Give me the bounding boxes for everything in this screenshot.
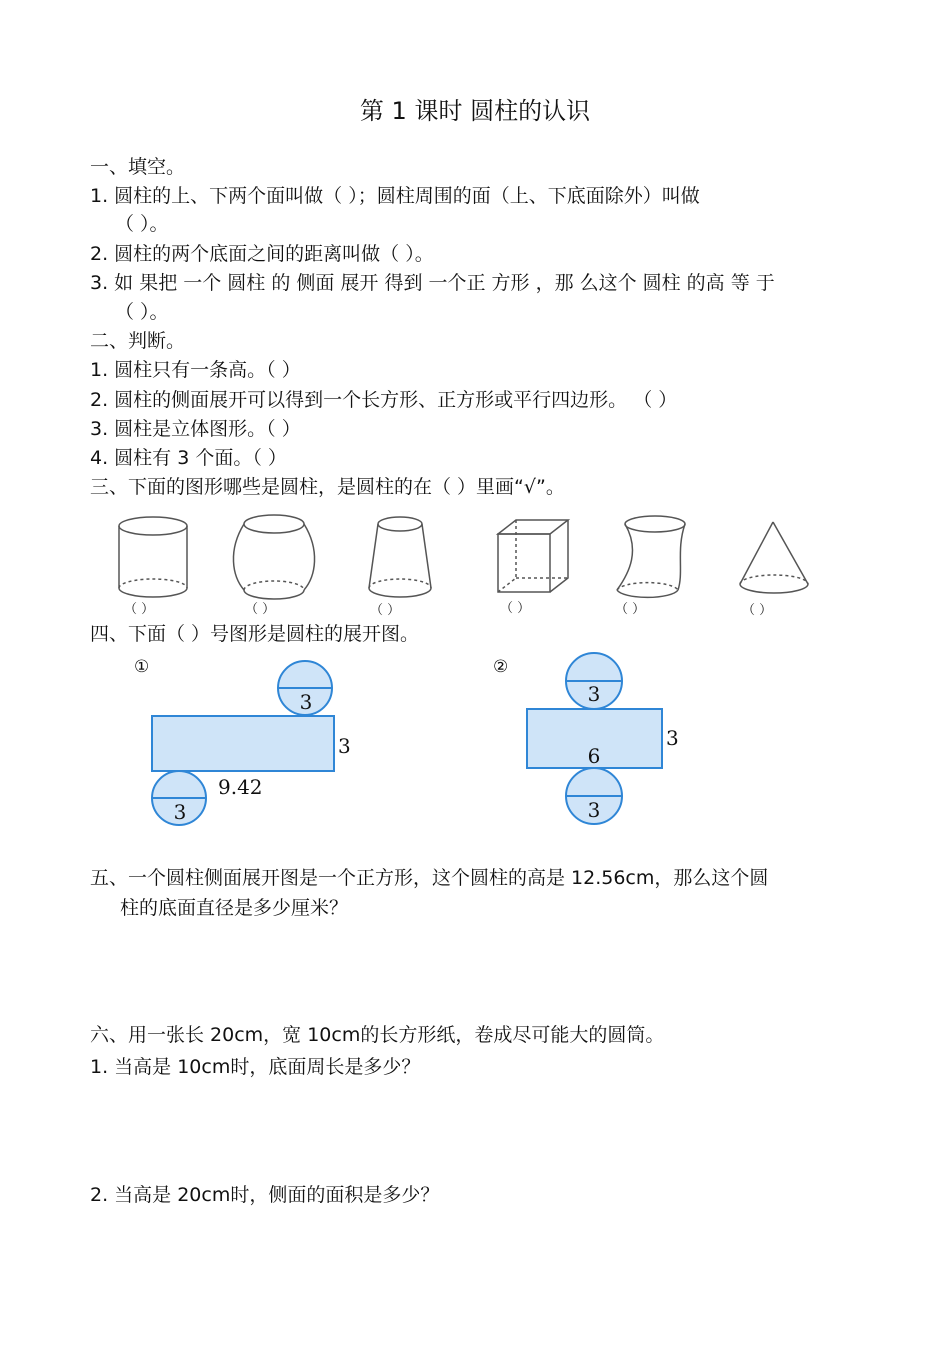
s1-question1-line1: 1. 圆柱的上、下两个面叫做（ ）；圆柱周围的面（上、下底面除外）叫做: [90, 185, 700, 207]
fig1-side-label: 3: [338, 734, 351, 758]
fig1-rectangle: [152, 716, 334, 771]
s1-question3-line2: （ ）。: [115, 301, 169, 323]
fig2-center-label: 6: [587, 744, 601, 768]
shape4-answer-paren: （ ）: [500, 601, 531, 616]
fig2-side-label: 3: [666, 726, 679, 750]
net-figures: [0, 645, 950, 835]
s2-question2: 2. 圆柱的侧面展开可以得到一个长方形、正方形或平行四边形。 （ ）: [90, 389, 678, 411]
section5-line2: 柱的底面直径是多少厘米？: [120, 897, 349, 919]
page-title: 第 1 课时 圆柱的认识: [359, 97, 591, 125]
figure1-marker: ①: [134, 657, 150, 677]
cylinder-shape: [119, 517, 187, 597]
section6-heading: 六、用一张长 20cm，宽 10cm的长方形纸，卷成尽可能大的圆筒。: [90, 1024, 665, 1046]
cone-shape: [740, 522, 808, 593]
shape6-answer-paren: （ ）: [742, 603, 773, 618]
s2-question4: 4. 圆柱有 3 个面。（ ）: [90, 447, 287, 469]
section5-line1: 五、一个圆柱侧面展开图是一个正方形，这个圆柱的高是 12.56cm，那么这个圆: [90, 867, 769, 889]
fig2-top-circle-label: 3: [587, 682, 601, 706]
section3-heading: 三、下面的图形哪些是圆柱，是圆柱的在（ ）里画“√”。: [90, 476, 565, 498]
barrel-shape: [233, 515, 314, 599]
section2-heading: 二、判断。: [90, 330, 186, 352]
shape2-answer-paren: （ ）: [245, 602, 276, 617]
fig1-top-circle-label: 3: [299, 690, 313, 714]
solid-shapes: [0, 510, 950, 605]
shape1-answer-paren: （ ）: [124, 602, 155, 617]
fig1-length-label: 9.42: [218, 775, 263, 799]
s2-question1: 1. 圆柱只有一条高。（ ）: [90, 359, 301, 381]
shape3-answer-paren: （ ）: [370, 603, 401, 618]
section1-heading: 一、填空。: [90, 156, 186, 178]
s2-question3: 3. 圆柱是立体图形。（ ）: [90, 418, 301, 440]
cube-shape: [498, 520, 568, 592]
s6-question1: 1. 当高是 10cm时，底面周长是多少？: [90, 1056, 421, 1078]
s6-question2: 2. 当高是 20cm时，侧面的面积是多少？: [90, 1184, 440, 1206]
s1-question2: 2. 圆柱的两个底面之间的距离叫做（ ）。: [90, 243, 434, 265]
frustum-shape: [369, 517, 431, 597]
fig2-bottom-circle-label: 3: [587, 798, 601, 822]
s1-question3-line1: 3. 如 果把 一个 圆柱 的 侧面 展开 得到 一个正 方形 ，那 么这个 圆柱 的高 等 于: [90, 272, 775, 294]
shape5-answer-paren: （ ）: [615, 602, 646, 617]
bent-cylinder-shape: [617, 516, 685, 597]
s1-question1-line2: （ ）。: [115, 213, 169, 235]
figure2-marker: ②: [493, 657, 509, 677]
section4-heading: 四、下面（ ）号图形是圆柱的展开图。: [90, 623, 420, 645]
fig1-bottom-circle-label: 3: [173, 800, 187, 824]
